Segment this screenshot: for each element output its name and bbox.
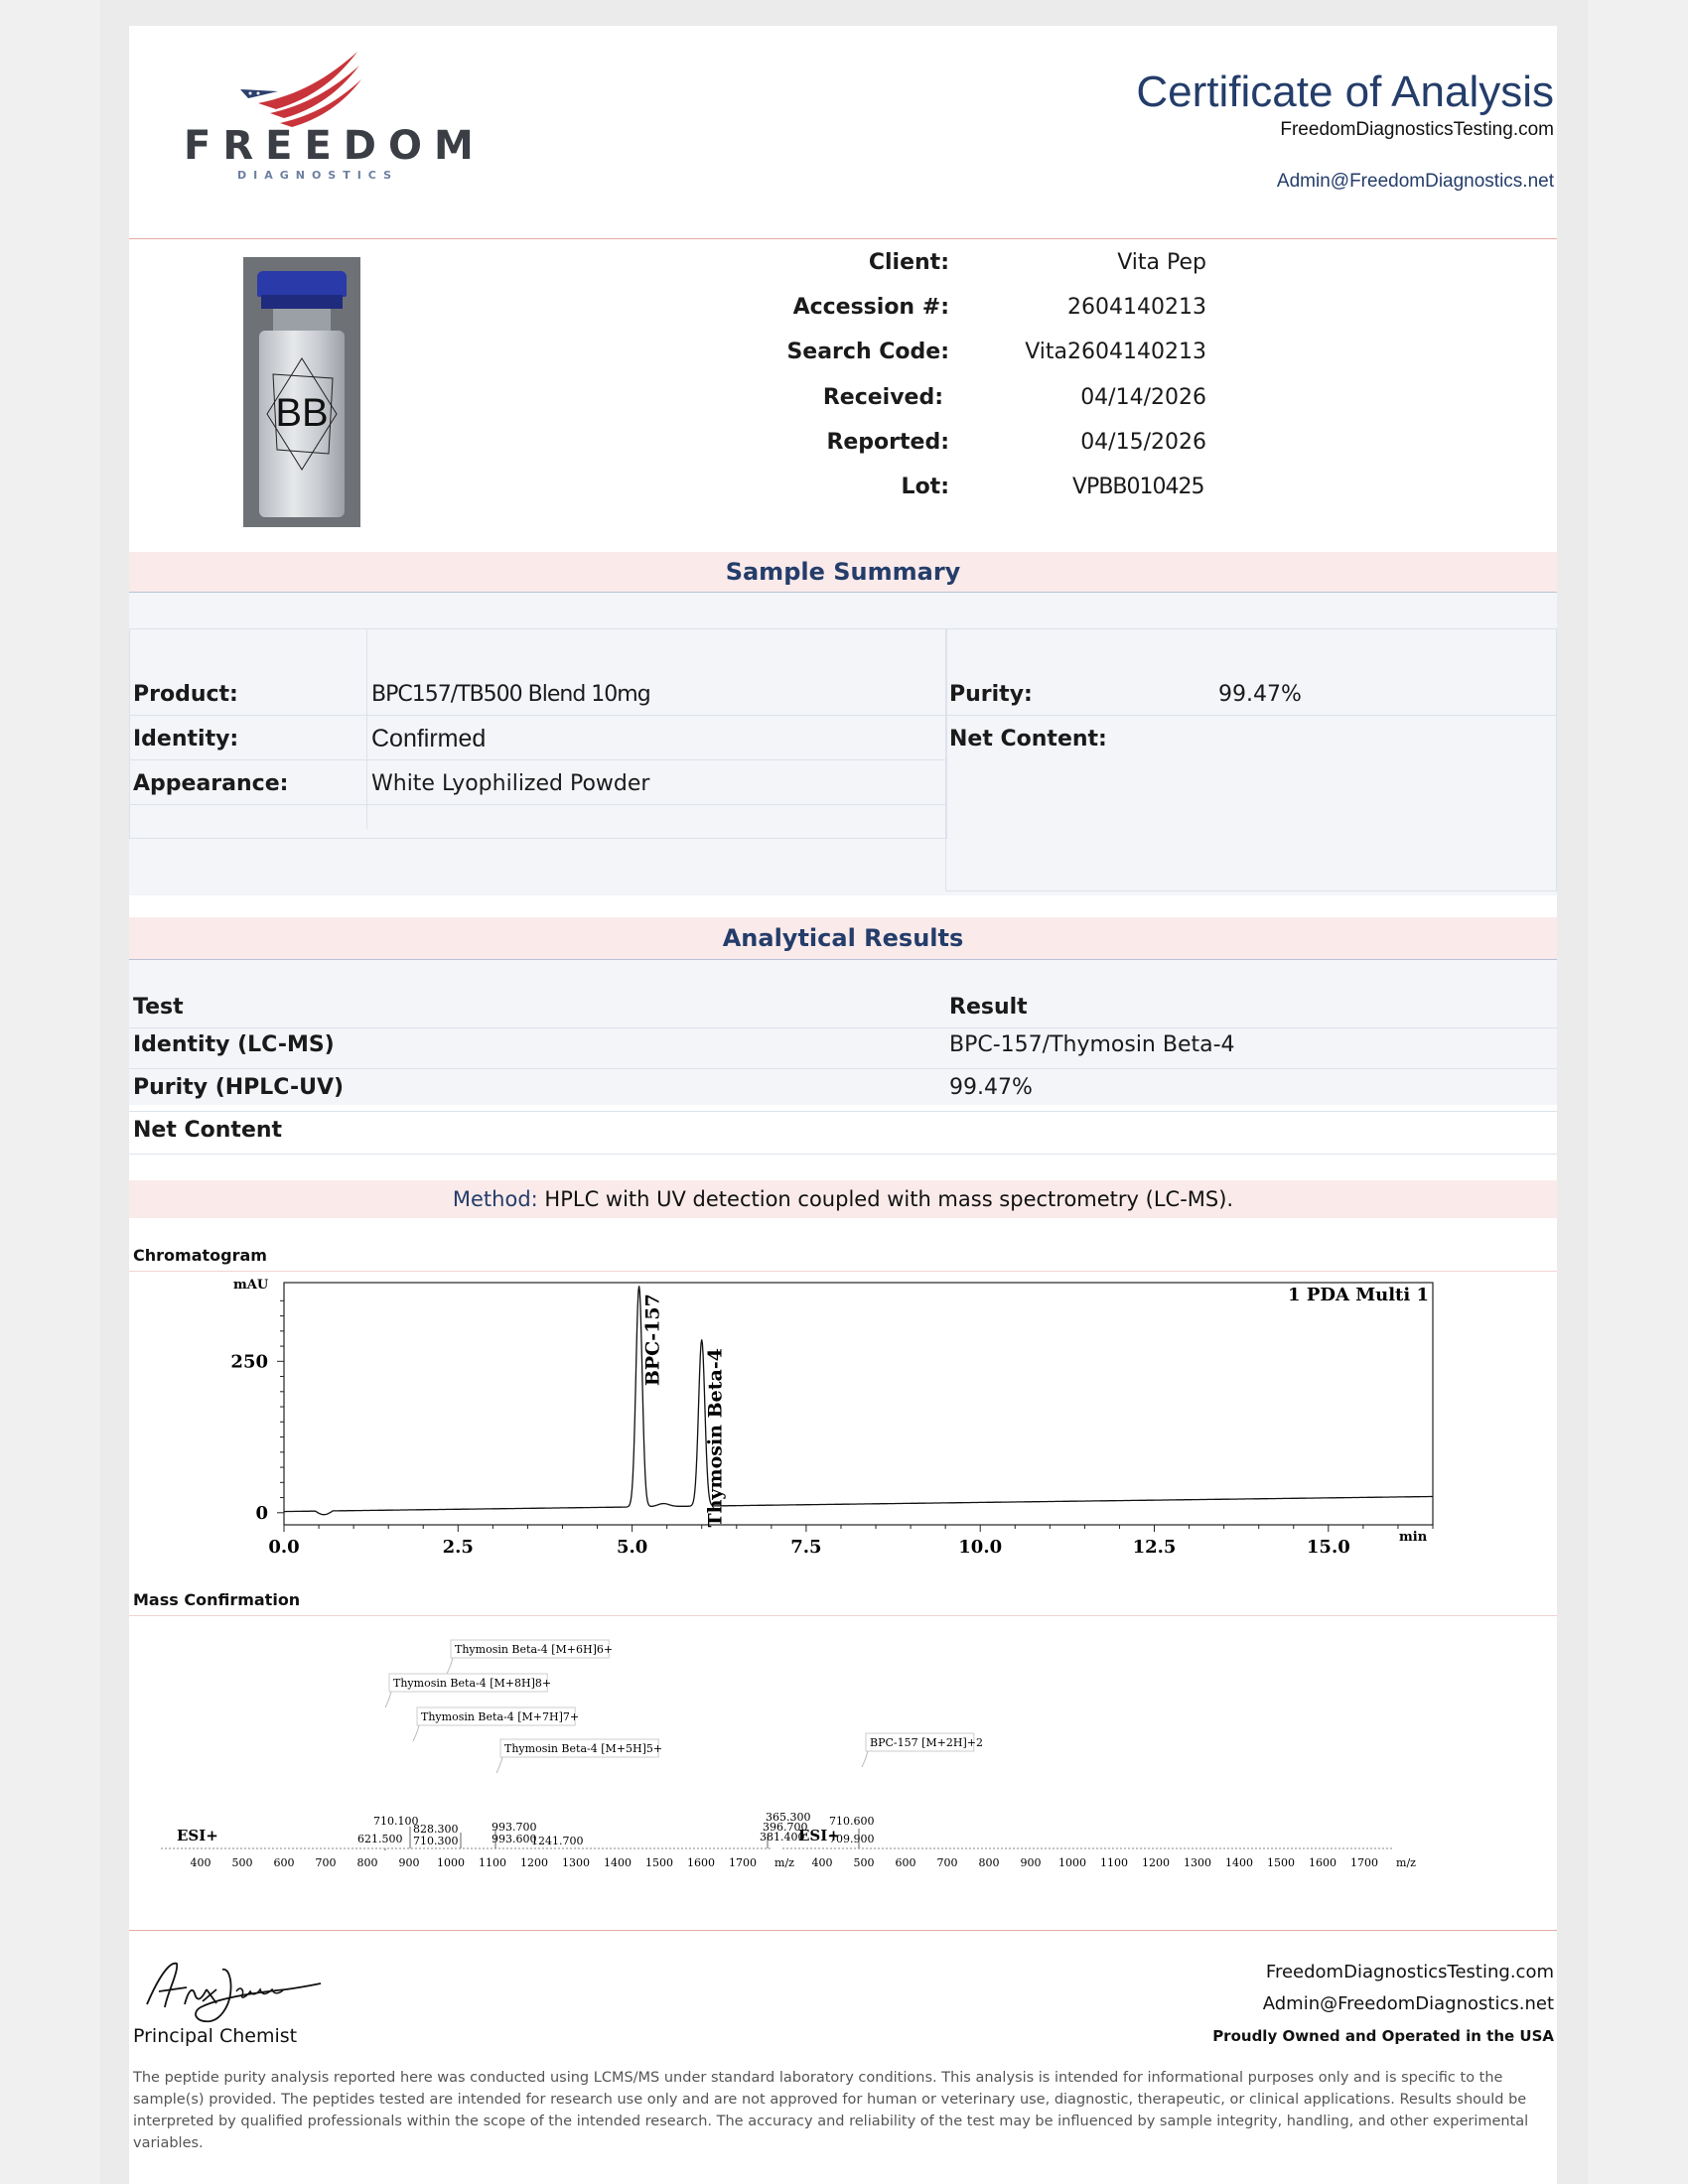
chromatogram-chart	[129, 1275, 1557, 1602]
mz-tick-label: 700	[315, 1856, 337, 1869]
header-divider	[129, 238, 1557, 239]
mz-tick-label: 1700	[729, 1856, 757, 1869]
accession-value: 2604140213	[1067, 295, 1206, 320]
appearance-value: White Lyophilized Powder	[371, 771, 650, 796]
vial-label-text: BB	[275, 391, 329, 435]
reported-label: Reported:	[826, 430, 949, 455]
reported-value: 04/15/2026	[1080, 430, 1206, 455]
sample-summary-heading: Sample Summary	[725, 558, 961, 586]
mz-tick-label: 1200	[520, 1856, 548, 1869]
mz-tick-label: 1600	[687, 1856, 715, 1869]
mode-label: ESI+	[798, 1827, 840, 1844]
header-email: Admin@FreedomDiagnostics.net	[1276, 171, 1554, 192]
mz-tick-label: 700	[936, 1856, 958, 1869]
mass-confirmation-heading: Mass Confirmation	[133, 1590, 301, 1609]
annotation-label: Thymosin Beta-4 [M+7H]7+	[421, 1710, 580, 1723]
header-website: FreedomDiagnosticsTesting.com	[1280, 119, 1554, 140]
x-tick-label: 5.0	[616, 1537, 648, 1558]
annotation-label: Thymosin Beta-4 [M+6H]6+	[455, 1643, 614, 1656]
signature-icon	[137, 1950, 326, 2033]
y-axis-label: mAU	[233, 1278, 269, 1293]
peak-mz-label: 993.700	[492, 1821, 537, 1834]
mz-tick-label: 1500	[1267, 1856, 1295, 1869]
col-test-header: Test	[133, 995, 184, 1020]
received-value: 04/14/2026	[1080, 385, 1206, 410]
analytical-results-heading: Analytical Results	[722, 924, 964, 952]
mz-tick-label: 1100	[1100, 1856, 1128, 1869]
mz-tick-label: 1300	[562, 1856, 590, 1869]
results-row-test: Purity (HPLC-UV)	[133, 1075, 345, 1100]
x-tick-label: 10.0	[958, 1537, 1003, 1558]
annotation-leader	[385, 1692, 391, 1707]
mz-tick-label: 1600	[1309, 1856, 1336, 1869]
results-row-test: Identity (LC-MS)	[133, 1032, 335, 1057]
mz-tick-label: 1300	[1184, 1856, 1211, 1869]
x-tick-label: 2.5	[442, 1537, 474, 1558]
peak-label: Thymosin Beta-4	[704, 1348, 727, 1528]
client-value: Vita Pep	[1117, 250, 1206, 275]
peak-mz-label: 1241.700	[531, 1835, 584, 1847]
method-line	[129, 1187, 1557, 1211]
chromatogram-heading: Chromatogram	[133, 1246, 267, 1265]
x-tick-label: 15.0	[1306, 1537, 1350, 1558]
identity-label: Identity:	[133, 727, 239, 751]
product-label: Product:	[133, 682, 238, 707]
mz-tick-label: 400	[811, 1856, 833, 1869]
mz-tick-label: 1400	[1225, 1856, 1253, 1869]
client-label: Client:	[868, 250, 949, 275]
disclaimer: The peptide purity analysis reported here was conducted using LCMS/MS under standard laboratory conditions. This analysis is intended for informational purposes only and is specific to the sample(s) provided. The peptides tested are intended for research use only and are not approved for human or veterinary use, diagnostic, therapeutic, or clinical applications. Results should be interpreted by qualified professionals within the scope of the intended research. The accuracy and reliability of the test may be influenced by sample integrity, handling, and other experimental variables.	[133, 2070, 1529, 2151]
peak-mz-label: 621.500	[357, 1833, 403, 1845]
mz-tick-label: 500	[853, 1856, 875, 1869]
peak-label: BPC-157	[641, 1294, 664, 1387]
method-label: Method:	[452, 1187, 538, 1211]
received-label: Received:	[822, 385, 943, 410]
peak-mz-label: 381.400	[760, 1831, 805, 1843]
page-title: Certificate of Analysis	[1136, 68, 1554, 116]
mz-tick-label: 1200	[1142, 1856, 1170, 1869]
y-tick-label: 0	[255, 1502, 268, 1524]
annotation-label: Thymosin Beta-4 [M+8H]8+	[393, 1677, 552, 1690]
mz-tick-label: m/z	[774, 1856, 794, 1869]
footer-website: FreedomDiagnosticsTesting.com	[1265, 1962, 1554, 1982]
peak-mz-label: 828.300	[413, 1823, 459, 1836]
lot-label: Lot:	[901, 475, 949, 499]
footer-tagline: Proudly Owned and Operated in the USA	[1212, 2027, 1554, 2045]
results-row-result: 99.47%	[949, 1075, 1033, 1100]
peak-mz-label: 993.600	[492, 1833, 537, 1845]
legend: 1 PDA Multi 1	[1288, 1285, 1429, 1305]
x-tick-label: 7.5	[790, 1537, 822, 1558]
results-row-test: Net Content	[133, 1118, 283, 1143]
peak-mz-label: 710.600	[829, 1815, 875, 1828]
vial-label-pattern	[263, 354, 341, 474]
purity-value: 99.47%	[1218, 682, 1302, 707]
signer-title: Principal Chemist	[133, 2025, 298, 2047]
chromatogram-trace	[284, 1286, 1433, 1514]
mz-tick-label: m/z	[1396, 1856, 1416, 1869]
accession-label: Accession #:	[792, 295, 949, 320]
net-content-label: Net Content:	[949, 727, 1107, 751]
mz-tick-label: 500	[231, 1856, 253, 1869]
mz-tick-label: 400	[190, 1856, 211, 1869]
footer-email: Admin@FreedomDiagnostics.net	[1262, 1993, 1554, 2014]
x-tick-label: 12.5	[1132, 1537, 1177, 1558]
logo	[184, 44, 486, 182]
x-axis-label: min	[1399, 1530, 1428, 1545]
product-value: BPC157/TB500 Blend 10mg	[371, 682, 650, 707]
annotation-label: Thymosin Beta-4 [M+5H]5+	[504, 1742, 663, 1755]
peak-mz-label: 709.900	[829, 1833, 875, 1845]
col-result-header: Result	[949, 995, 1028, 1020]
mz-tick-label: 800	[978, 1856, 1000, 1869]
annotation-label: BPC-157 [M+2H]+2	[870, 1736, 983, 1749]
signature	[137, 1950, 326, 2033]
mz-tick-label: 1100	[479, 1856, 506, 1869]
peak-mz-label: 396.700	[763, 1821, 808, 1834]
mz-tick-label: 1000	[1058, 1856, 1086, 1869]
appearance-label: Appearance:	[133, 771, 289, 796]
annotation-leader	[447, 1658, 453, 1674]
mode-label: ESI+	[177, 1827, 218, 1844]
mz-tick-label: 900	[398, 1856, 420, 1869]
search-code-label: Search Code:	[786, 340, 949, 364]
certificate-sheet	[129, 26, 1557, 2184]
method-text: HPLC with UV detection coupled with mass spectrometry (LC-MS).	[544, 1187, 1234, 1211]
plot-frame	[284, 1283, 1433, 1528]
annotation-leader	[413, 1725, 419, 1741]
mass-spectra	[129, 1618, 1557, 1916]
x-tick-label: 0.0	[268, 1537, 300, 1558]
mz-tick-label: 1400	[604, 1856, 632, 1869]
peak-mz-label: 365.300	[766, 1811, 811, 1824]
search-code-value: Vita2604140213	[1025, 340, 1206, 364]
results-row-result: BPC-157/Thymosin Beta-4	[949, 1032, 1235, 1057]
y-tick-label: 250	[230, 1351, 268, 1373]
mz-tick-label: 1500	[645, 1856, 673, 1869]
identity-value: Confirmed	[371, 725, 487, 752]
peak-mz-label: 710.300	[413, 1835, 459, 1847]
mz-tick-label: 900	[1020, 1856, 1042, 1869]
logo-subword: DIAGNOSTICS	[236, 169, 399, 182]
footer-divider	[129, 1930, 1557, 1931]
mz-tick-label: 1700	[1350, 1856, 1378, 1869]
vial-photo	[243, 257, 360, 527]
logo-word: FREEDOM	[184, 123, 486, 169]
annotation-leader	[496, 1757, 502, 1773]
annotation-leader	[862, 1751, 868, 1767]
lot-value: VPBB010425	[1072, 475, 1204, 499]
mz-tick-label: 800	[356, 1856, 378, 1869]
mz-tick-label: 1000	[437, 1856, 465, 1869]
mz-tick-label: 600	[273, 1856, 295, 1869]
peak-mz-label: 710.100	[373, 1815, 419, 1828]
purity-label: Purity:	[949, 682, 1033, 707]
mz-tick-label: 600	[895, 1856, 916, 1869]
